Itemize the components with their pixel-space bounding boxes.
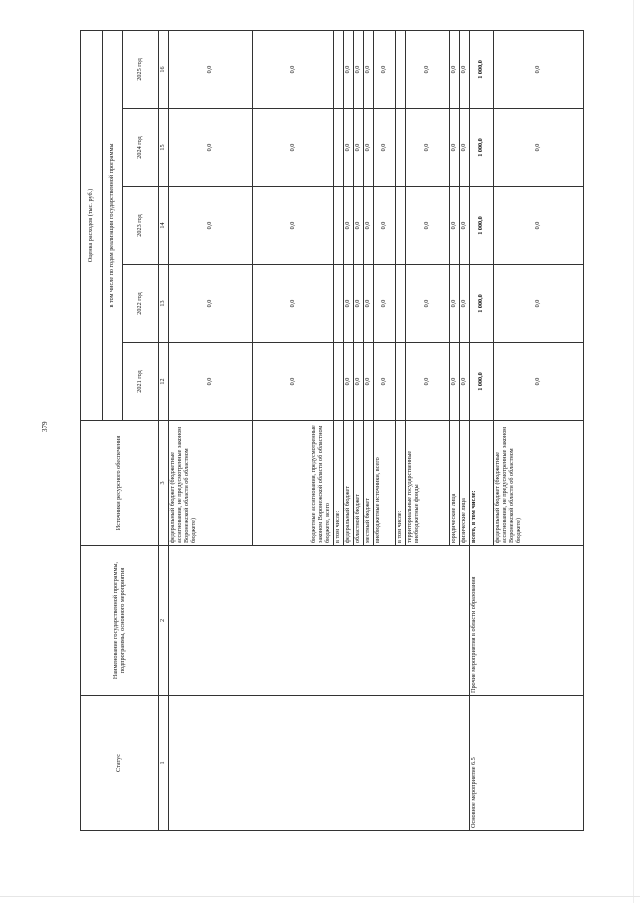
col-num: 1 <box>159 696 169 831</box>
value-cell: 0,0 <box>460 30 470 108</box>
value-cell <box>334 30 344 108</box>
value-cell: 0,0 <box>169 30 253 108</box>
value-cell: 0,0 <box>354 109 364 187</box>
value-cell: 0,0 <box>460 187 470 265</box>
col-num: 13 <box>159 265 169 343</box>
value-cell <box>334 187 344 265</box>
header-status: Статус <box>81 696 159 831</box>
value-cell: 0,0 <box>460 109 470 187</box>
value-cell: 0,0 <box>344 187 354 265</box>
col-num: 14 <box>159 187 169 265</box>
rotated-page <box>80 31 600 831</box>
value-cell: 0,0 <box>354 30 364 108</box>
value-cell <box>396 343 406 421</box>
value-cell: 0,0 <box>406 343 450 421</box>
header-name: Наименование государственной программы, подпрограммы, основного мероприятия <box>81 546 159 696</box>
source-cell: федеральный бюджет (бюджетные ассигнования, не предусмотренные законом Воронежской области об областном бюджете) <box>494 421 584 546</box>
source-cell: федеральный бюджет (бюджетные ассигнования, не предусмотренные законом Воронежской области об областном бюджете) <box>169 421 253 546</box>
source-cell: территориальные государственные внебюджетные фонды <box>406 421 450 546</box>
value-cell: 0,0 <box>344 109 354 187</box>
value-cell <box>334 265 344 343</box>
value-cell: 0,0 <box>169 109 253 187</box>
value-cell <box>396 265 406 343</box>
value-cell <box>334 343 344 421</box>
value-cell: 0,0 <box>354 187 364 265</box>
table-row <box>470 30 494 830</box>
value-cell: 0,0 <box>169 343 253 421</box>
resource-table <box>80 30 584 831</box>
value-cell: 0,0 <box>406 30 450 108</box>
value-cell: 0,0 <box>364 187 374 265</box>
section-name-cell: Прочие мероприятия в области образования <box>470 546 584 696</box>
header-estimate: Оценка расходов (тыс. руб.) <box>81 30 103 420</box>
value-cell: 0,0 <box>450 30 460 108</box>
col-num: 2 <box>159 546 169 696</box>
header-source: Источники ресурсного обеспечения <box>81 421 159 546</box>
value-cell: 0,0 <box>450 343 460 421</box>
value-cell: 1 000,0 <box>470 109 494 187</box>
value-cell: 0,0 <box>354 343 364 421</box>
scan-line <box>0 896 640 897</box>
col-num: 12 <box>159 343 169 421</box>
header-year: 2021 год <box>123 343 159 421</box>
value-cell: 0,0 <box>364 30 374 108</box>
value-cell: 0,0 <box>364 343 374 421</box>
value-cell: 0,0 <box>450 109 460 187</box>
value-cell: 0,0 <box>374 30 396 108</box>
source-cell: бюджетные ассигнования, предусмотренные законом Воронежской области об областном бюджете, всего <box>253 421 334 546</box>
source-cell: в том числе: <box>396 421 406 546</box>
table-header <box>81 30 169 830</box>
value-cell: 0,0 <box>494 187 584 265</box>
header-year: 2024 год <box>123 109 159 187</box>
value-cell: 0,0 <box>494 343 584 421</box>
header-year: 2025 год <box>123 30 159 108</box>
header-year: 2023 год <box>123 187 159 265</box>
col-num: 15 <box>159 109 169 187</box>
value-cell <box>334 109 344 187</box>
value-cell: 0,0 <box>406 187 450 265</box>
source-cell: физические лица <box>460 421 470 546</box>
value-cell: 0,0 <box>354 265 364 343</box>
col-num: 3 <box>159 421 169 546</box>
page-number: 379 <box>41 421 49 432</box>
value-cell: 0,0 <box>460 343 470 421</box>
value-cell: 0,0 <box>344 343 354 421</box>
value-cell: 0,0 <box>374 187 396 265</box>
value-cell: 0,0 <box>494 265 584 343</box>
source-cell: всего, в том числе: <box>470 421 494 546</box>
table-body <box>169 30 584 830</box>
source-cell: местный бюджет <box>364 421 374 546</box>
value-cell: 0,0 <box>494 109 584 187</box>
value-cell: 1 000,0 <box>470 30 494 108</box>
col-num: 16 <box>159 30 169 108</box>
header-by-years: в том числе по годам реализации государственной программы <box>103 30 123 420</box>
status-cell <box>169 696 470 831</box>
source-cell: областной бюджет <box>354 421 364 546</box>
header-year: 2022 год <box>123 265 159 343</box>
value-cell: 0,0 <box>460 265 470 343</box>
value-cell: 0,0 <box>364 265 374 343</box>
value-cell: 0,0 <box>450 187 460 265</box>
value-cell: 0,0 <box>169 187 253 265</box>
source-cell: в том числе: <box>334 421 344 546</box>
value-cell: 0,0 <box>374 109 396 187</box>
value-cell: 0,0 <box>406 265 450 343</box>
value-cell: 1 000,0 <box>470 343 494 421</box>
value-cell: 0,0 <box>344 30 354 108</box>
name-cell <box>169 546 470 696</box>
value-cell <box>396 187 406 265</box>
value-cell: 0,0 <box>253 109 334 187</box>
value-cell: 0,0 <box>253 265 334 343</box>
source-cell: федеральный бюджет <box>344 421 354 546</box>
value-cell: 0,0 <box>494 30 584 108</box>
table-row <box>169 30 253 830</box>
value-cell <box>396 109 406 187</box>
value-cell: 0,0 <box>374 343 396 421</box>
value-cell: 0,0 <box>344 265 354 343</box>
value-cell: 1 000,0 <box>470 187 494 265</box>
value-cell: 0,0 <box>406 109 450 187</box>
value-cell: 0,0 <box>169 265 253 343</box>
value-cell: 0,0 <box>253 343 334 421</box>
value-cell: 1 000,0 <box>470 265 494 343</box>
value-cell: 0,0 <box>364 109 374 187</box>
page-edge <box>633 0 634 903</box>
value-cell: 0,0 <box>253 30 334 108</box>
value-cell: 0,0 <box>450 265 460 343</box>
section-status-cell: Основное мероприятие 6.5 <box>470 696 584 831</box>
source-cell: внебюджетные источники, всего <box>374 421 396 546</box>
value-cell: 0,0 <box>253 187 334 265</box>
value-cell <box>396 30 406 108</box>
source-cell: юридические лица <box>450 421 460 546</box>
value-cell: 0,0 <box>374 265 396 343</box>
